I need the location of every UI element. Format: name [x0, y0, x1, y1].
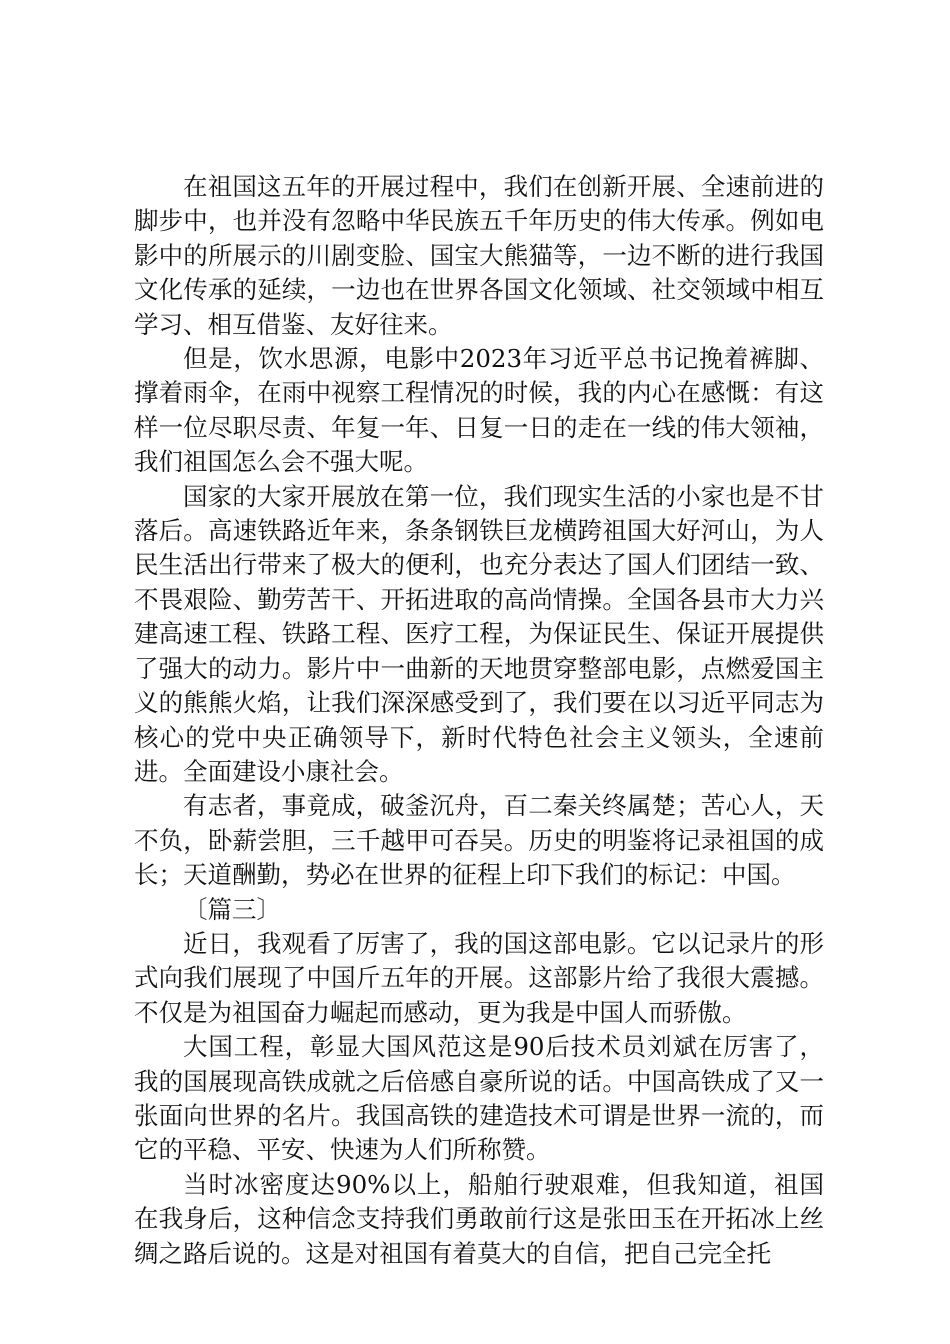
paragraph: 国家的大家开展放在第一位，我们现实生活的小家也是不甘落后。高速铁路近年来，条条钢铁巨龙横跨祖国大好河山，为人民生活出行带来了极大的便利，也充分表达了国人们团结一致、不畏艰险、勤劳苦干、开拓进取的高尚情操。全国各县市大力兴建高速工程、铁路工程、医疗工程，为保证民生、保证开展提供了强大的动力。影片中一曲新的天地贯穿整部电影，点燃爱国主义的熊熊火焰，让我们深深感受到了，我们要在以习近平同志为核心的党中央正确领导下，新时代特色社会主义领头，全速前进。全面建设小康社会。 [134, 481, 824, 786]
paragraph: 但是，饮水思源，电影中2023年习近平总书记挽着裤脚、撑着雨伞，在雨中视察工程情况的时候，我的内心在感慨：有这样一位尽职尽责、年复一年、日复一日的走在一线的伟大领袖，我们祖国怎么会不强大呢。 [134, 344, 824, 477]
paragraph: 有志者，事竟成，破釜沉舟，百二秦关终属楚；苦心人，天不负，卧薪尝胆，三千越甲可吞吴。历史的明鉴将记录祖国的成长；天道酬勤，势必在世界的征程上印下我们的标记：中国。 [134, 791, 824, 890]
paragraph: 当时冰密度达90%以上，船舶行驶艰难，但我知道，祖国在我身后，这种信念支持我们勇敢前行这是张田玉在开拓冰上丝绸之路后说的。这是对祖国有着莫大的自信，把自己完全托 [134, 1169, 824, 1268]
document-body [134, 170, 824, 1271]
paragraph: 近日，我观看了厉害了，我的国这部电影。它以记录片的形式向我们展现了中国斤五年的开展。这部影片给了我很大震撼。不仅是为祖国奋力崛起而感动，更为我是中国人而骄傲。 [134, 928, 824, 1027]
paragraph: 大国工程，彰显大国风范这是90后技术员刘斌在厉害了，我的国展现高铁成就之后倍感自豪所说的话。中国高铁成了又一张面向世界的名片。我国高铁的建造技术可谓是世界一流的，而它的平稳、平安、快速为人们所称赞。 [134, 1032, 824, 1165]
paragraph: 在祖国这五年的开展过程中，我们在创新开展、全速前进的脚步中，也并没有忽略中华民族五千年历史的伟大传承。例如电影中的所展示的川剧变脸、国宝大熊猫等，一边不断的进行我国文化传承的延续，一边也在世界各国文化领域、社交领域中相互学习、相互借鉴、友好往来。 [134, 172, 824, 339]
section-heading: 〔篇三〕 [183, 894, 281, 924]
